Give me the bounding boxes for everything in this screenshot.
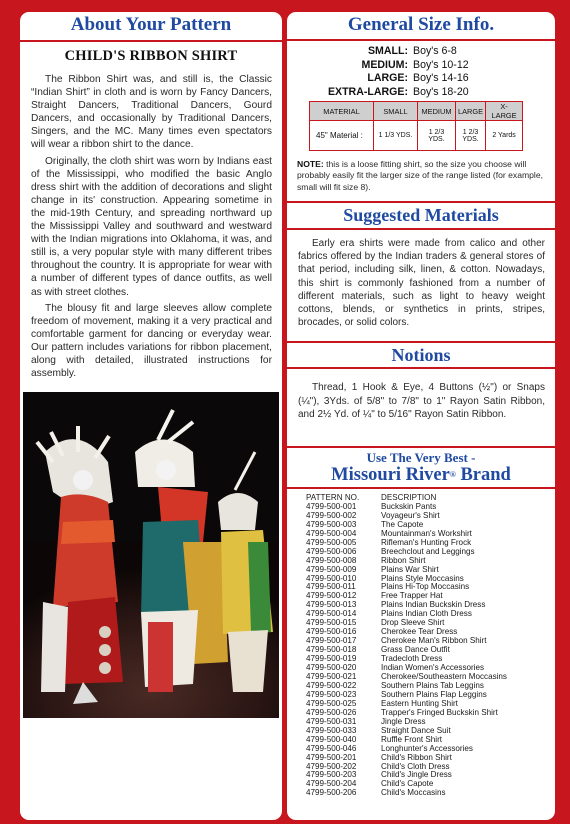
pattern-number: 4799-500-202	[306, 761, 357, 771]
pattern-number: 4799-500-017	[306, 636, 357, 646]
pattern-number: 4799-500-008	[306, 555, 357, 565]
yardage-table	[309, 101, 523, 151]
pattern-description: Grass Dance Outfit	[381, 645, 450, 655]
pattern-number: 4799-500-018	[306, 645, 357, 655]
column-header-description: DESCRIPTION	[381, 492, 437, 502]
size-value: Boy's 18-20	[413, 85, 469, 98]
pattern-description: Plains Indian Cloth Dress	[381, 609, 472, 619]
pattern-description: Indian Women's Accessories	[381, 663, 485, 673]
pattern-number: 4799-500-026	[306, 707, 357, 717]
brand-suffix: Brand	[455, 464, 511, 485]
pattern-number: 4799-500-031	[306, 716, 357, 726]
pattern-number: 4799-500-003	[306, 519, 357, 529]
about-panel	[20, 12, 282, 820]
pattern-description: Child's Jingle Dress	[381, 770, 452, 780]
brand-name: Missouri River	[331, 464, 450, 485]
table-header-row	[310, 102, 523, 121]
pattern-number: 4799-500-006	[306, 546, 357, 556]
pattern-description: Trapper's Fringed Buckskin Shirt	[381, 707, 498, 717]
table-header: SMALL	[374, 102, 418, 121]
divider	[287, 367, 555, 369]
materials-paragraph: Early era shirts were made from calico and other fabrics offered by the Indian traders & general stores of that period, including silk, linen, & cotton. Nowadays, this shirt is commonly fashioned from a number of different materials, such as light to heavy weight cottons, blends, or synthetics in prints, stripes, brocades, or solid colors.	[298, 237, 545, 329]
table-cell: 1 2/3 YDS.	[456, 121, 486, 151]
list-item	[306, 789, 555, 798]
info-panel	[287, 12, 555, 820]
size-label: LARGE:	[367, 72, 408, 84]
pattern-description: Cherokee Man's Ribbon Shirt	[381, 636, 487, 646]
brand-subheading: Use The Very Best -	[366, 449, 476, 465]
pattern-description: Child's Moccasins	[381, 788, 446, 798]
divider	[287, 446, 555, 448]
notions-text	[287, 381, 555, 421]
pattern-description: Plains Indian Buckskin Dress	[381, 600, 486, 610]
pattern-number: 4799-500-001	[306, 501, 357, 511]
size-row	[287, 59, 555, 73]
pattern-number: 4799-500-005	[306, 537, 357, 547]
pattern-description: The Capote	[381, 519, 424, 529]
pattern-description: Child's Cloth Dress	[381, 761, 450, 771]
about-text	[20, 73, 282, 380]
pattern-rows	[306, 503, 555, 798]
pattern-description: Southern Plains Tab Leggins	[381, 680, 484, 690]
pattern-number: 4799-500-022	[306, 680, 357, 690]
size-label: SMALL:	[367, 45, 408, 57]
table-cell: 2 Yards	[486, 121, 523, 151]
pattern-description: Ruffle Front Shirt	[381, 734, 443, 744]
pattern-number: 4799-500-015	[306, 618, 357, 628]
table-row	[310, 121, 523, 151]
size-note	[287, 159, 555, 193]
pattern-number: 4799-500-020	[306, 663, 357, 673]
brand-title	[287, 465, 555, 485]
size-value: Boy's 14-16	[413, 72, 469, 84]
materials-text	[287, 237, 555, 329]
table-cell: 45" Material :	[310, 121, 374, 151]
pattern-number: 4799-500-004	[306, 528, 357, 538]
pattern-number: 4799-500-023	[306, 689, 357, 699]
pattern-number: 4799-500-204	[306, 779, 357, 789]
pattern-number: 4799-500-203	[306, 770, 357, 780]
table-header: LARGE	[456, 102, 486, 121]
pattern-number: 4799-500-016	[306, 627, 357, 637]
size-heading-row	[287, 12, 555, 39]
pattern-number: 4799-500-010	[306, 573, 357, 583]
size-list	[287, 45, 555, 99]
pattern-number: 4799-500-046	[306, 743, 357, 753]
pattern-description: Cherokee Tear Dress	[381, 627, 458, 637]
table-cell: 1 2/3 YDS.	[418, 121, 456, 151]
size-label: EXTRA-LARGE:	[327, 85, 408, 98]
pattern-number: 4799-500-040	[306, 734, 357, 744]
size-label: MEDIUM:	[361, 58, 408, 71]
about-paragraph: Originally, the cloth shirt was worn by Indians east of the Mississippi, who modified the basic Anglo dress shirt with the addition of decorations and slight change in its' construction. Appearing sometime in the mid-19th Century, and spreading northward up the Mississippi Valley and southward and westward with the Indian migrations into Oklahoma, it was, and still is, a very popular style with many different tribes throughout the country. It is appropriate for wear with a number of different types of dance outfits, as well as with street clothes.	[31, 155, 272, 298]
pattern-description: Drop Sleeve Shirt	[381, 618, 445, 628]
column-header-pattern-no: PATTERN NO.	[306, 492, 360, 502]
dancers-photo	[23, 392, 279, 718]
pattern-number: 4799-500-201	[306, 752, 357, 762]
pattern-number: 4799-500-009	[306, 564, 357, 574]
registered-mark: ®	[449, 469, 456, 479]
about-heading: About Your Pattern	[70, 14, 232, 35]
divider	[287, 487, 555, 489]
size-value: Boy's 6-8	[413, 45, 457, 57]
pattern-number: 4799-500-019	[306, 654, 357, 664]
table-cell: 1 1/3 YDS.	[374, 121, 418, 151]
pattern-description: Eastern Hunting Shirt	[381, 698, 458, 708]
pattern-number: 4799-500-033	[306, 725, 357, 735]
note-text: this is a loose fitting shirt, so the size you choose will probably easily fit the larger size of the range listed (for example, small will fit size 8).	[297, 159, 544, 192]
pattern-description: Straight Dance Suit	[381, 725, 451, 735]
pattern-description: Plains War Shirt	[381, 564, 439, 574]
about-heading-row	[20, 12, 282, 40]
pattern-description: Rifleman's Hunting Frock	[381, 537, 472, 547]
pattern-description: Breechclout and Leggings	[381, 546, 475, 556]
about-paragraph: The blousy fit and large sleeves allow complete freedom of movement, making it a very practical and comfortable garment for dancing or everyday wear. Our pattern includes variations for ribbon placement, along with detailed, illustrated instructions for assembly.	[31, 302, 272, 380]
table-header: MATERIAL	[310, 102, 374, 121]
pattern-description: Mountainman's Workshirt	[381, 528, 472, 538]
size-heading: General Size Info.	[347, 14, 495, 35]
pattern-description: Buckskin Pants	[381, 501, 437, 511]
about-paragraph: The Ribbon Shirt was, and still is, the Classic “Indian Shirt” in cloth and is worn by Fancy Dancers, Straight Dancers, Traditional Dancers, Gourd Dancers, and occasionally by Traditional Dancers, Singers, and the MC. Many times even spectators will wear a ribbon shirt to the dance.	[31, 74, 272, 151]
materials-heading: Suggested Materials	[343, 204, 499, 225]
pattern-number: 4799-500-014	[306, 609, 357, 619]
divider	[287, 39, 555, 41]
size-value: Boy's 10-12	[413, 58, 469, 71]
note-label: NOTE:	[297, 159, 324, 169]
table-header: X-LARGE	[486, 102, 523, 121]
pattern-description: Longhunter's Accessories	[381, 743, 473, 753]
divider	[287, 228, 555, 230]
pattern-description: Free Trapper Hat	[381, 591, 443, 601]
pattern-description: Jingle Dress	[381, 716, 426, 726]
pattern-description: Ribbon Shirt	[381, 555, 426, 565]
pattern-number: 4799-500-011	[306, 582, 356, 592]
size-row	[287, 86, 555, 100]
pattern-number: 4799-500-002	[306, 510, 357, 520]
pattern-number: 4799-500-021	[306, 671, 357, 681]
notions-paragraph: Thread, 1 Hook & Eye, 4 Buttons (½") or Snaps (¼"), 3Yds. of 5/8" to 7/8" to 1" Rayon Satin Ribbon, and 2½ Yd. of ¼" to 5/16" Rayon Satin Ribbon.	[298, 382, 545, 420]
pattern-description: Child's Capote	[381, 779, 434, 789]
pattern-description: Child's Ribbon Shirt	[381, 752, 452, 762]
pattern-description: Cherokee/Southeastern Moccasins	[381, 671, 507, 681]
pattern-title: CHILD'S RIBBON SHIRT	[64, 48, 238, 64]
pattern-number: 4799-500-025	[306, 698, 357, 708]
pattern-list	[306, 494, 555, 798]
notions-heading: Notions	[391, 345, 451, 366]
table-header: MEDIUM	[418, 102, 456, 121]
divider	[20, 40, 282, 42]
pattern-description: Southern Plains Flap Leggins	[381, 689, 487, 699]
pattern-number: 4799-500-206	[306, 788, 357, 798]
pattern-description: Plains Style Moccasins	[381, 573, 464, 583]
size-row	[287, 45, 555, 59]
pattern-number: 4799-500-013	[306, 600, 357, 610]
pattern-description: Tradecloth Dress	[381, 654, 443, 664]
pattern-description: Voyageur's Shirt	[381, 510, 440, 520]
size-row	[287, 72, 555, 86]
pattern-number: 4799-500-012	[306, 591, 357, 601]
pattern-description: Plains Hi-Top Moccasins	[381, 582, 470, 592]
